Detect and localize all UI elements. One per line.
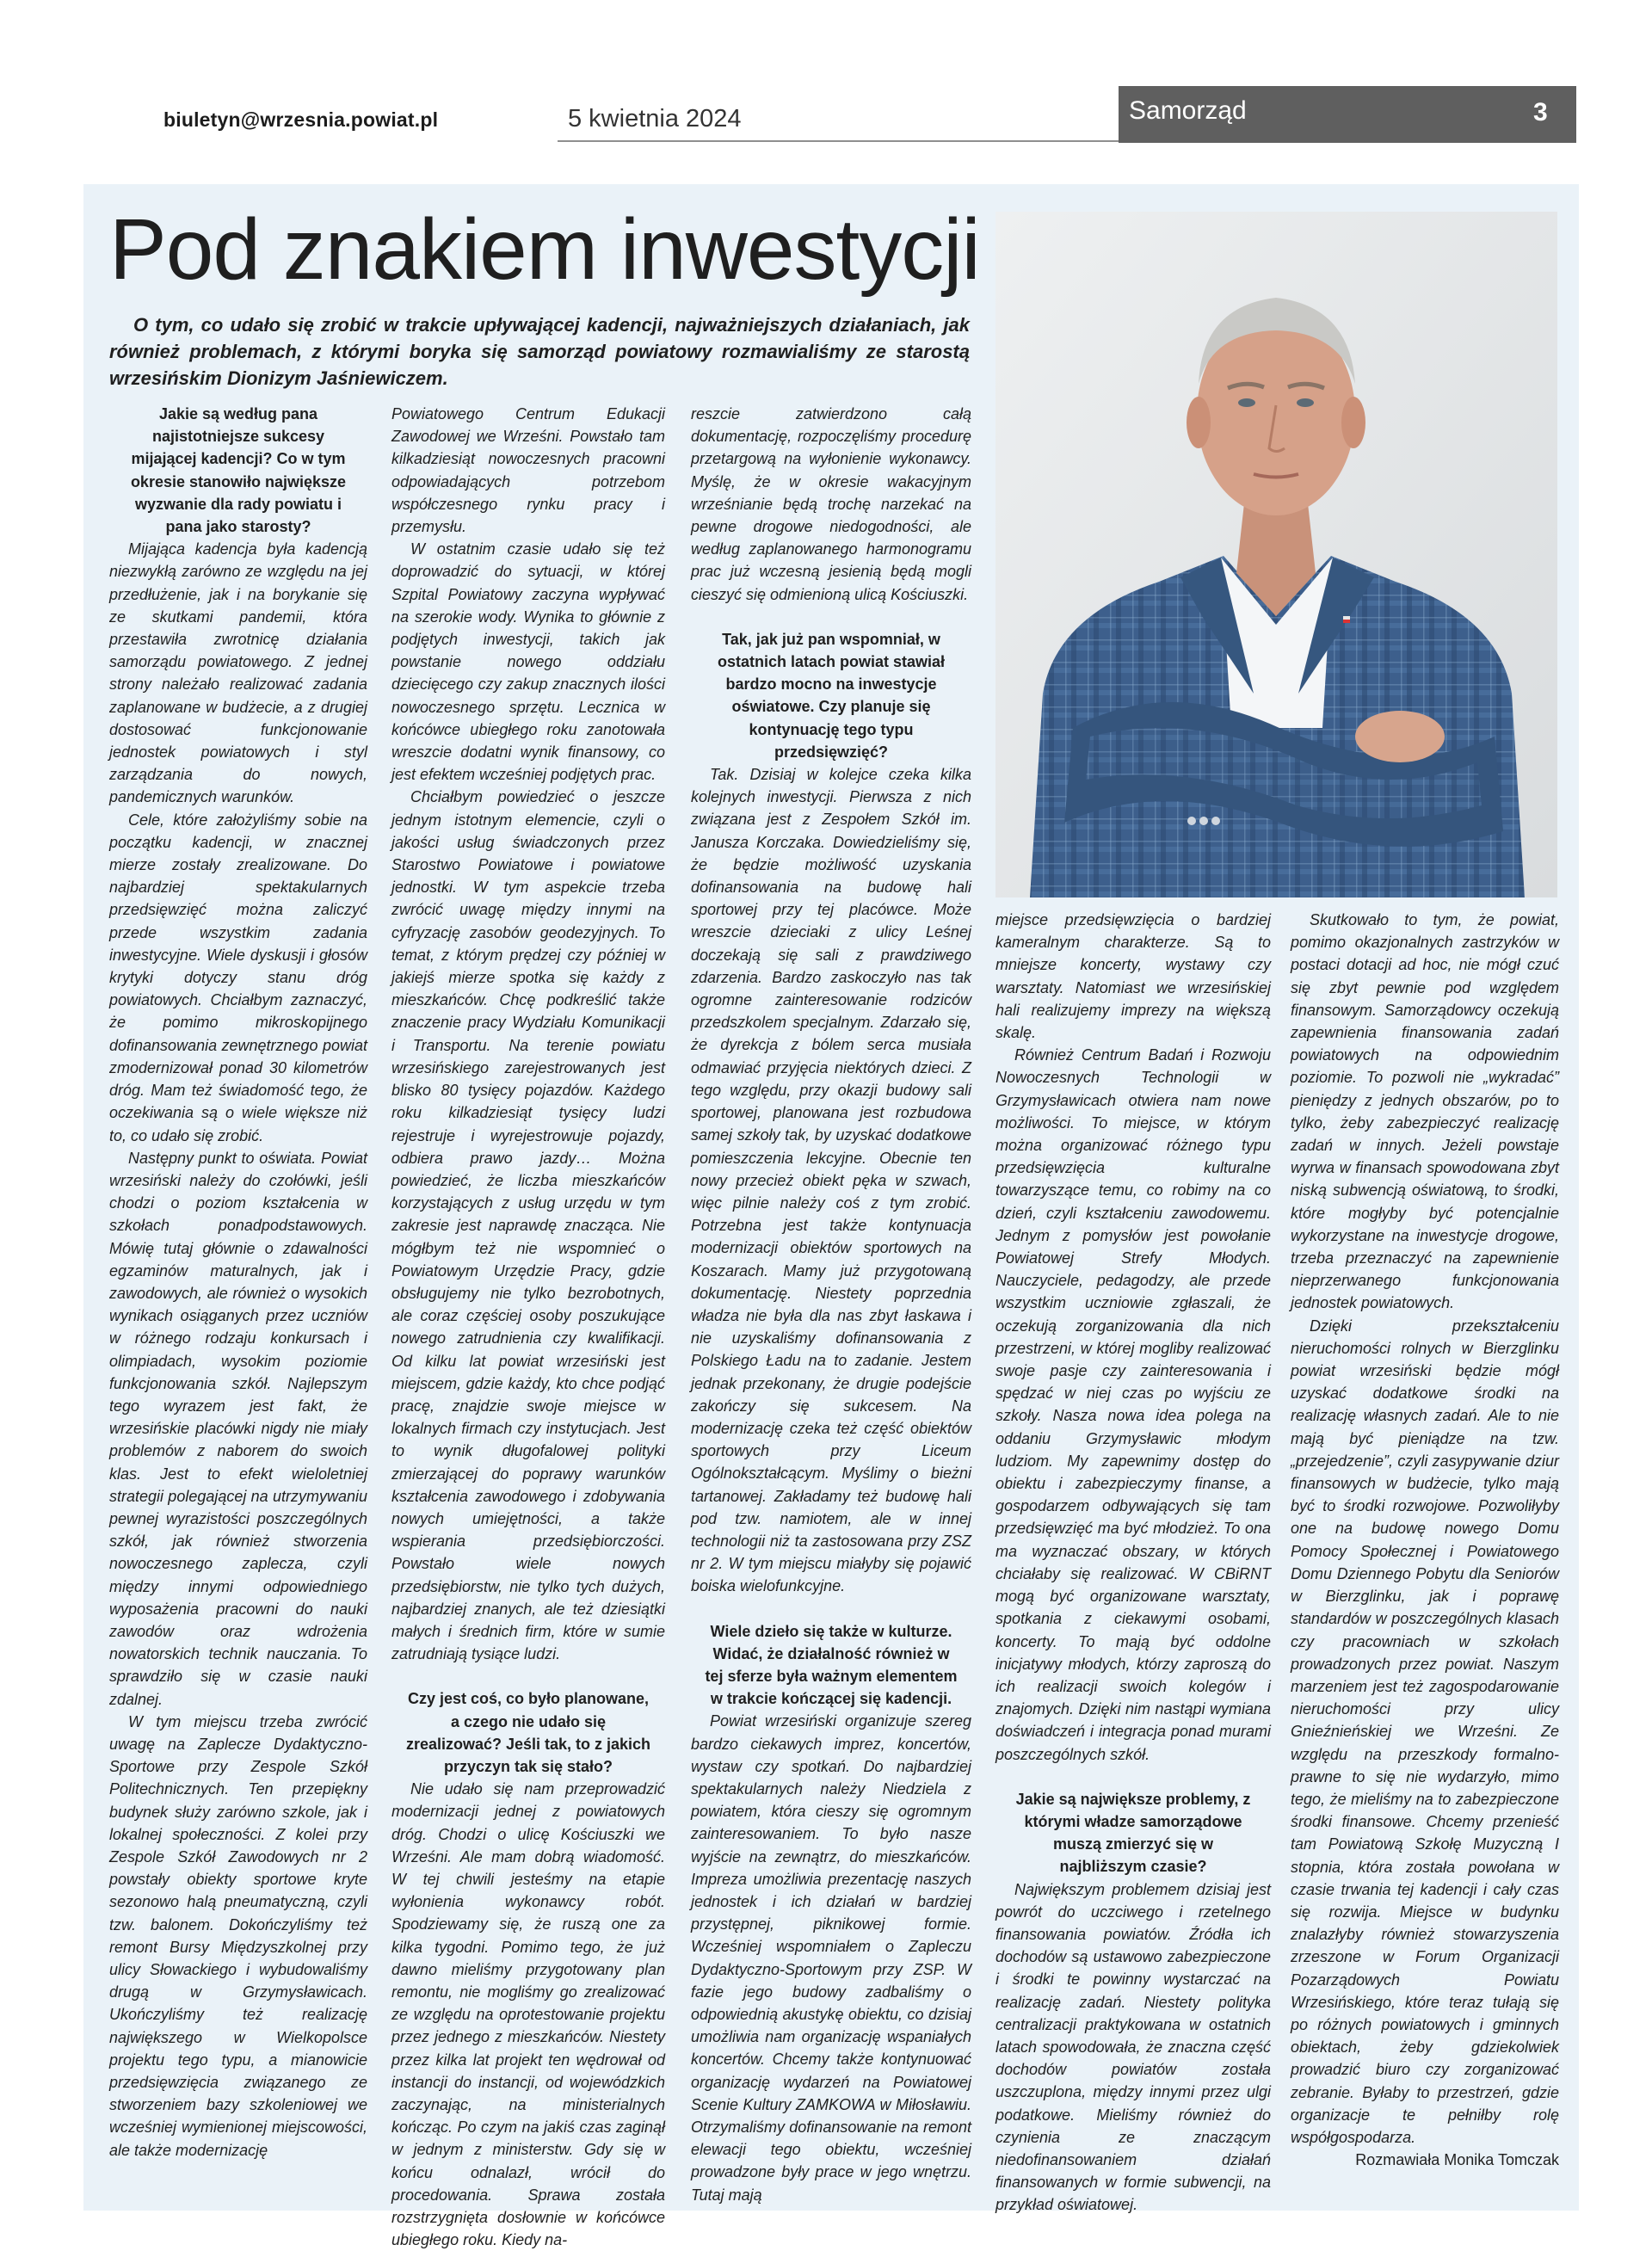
article-column-3 [691, 403, 971, 2204]
interview-answer: Największym problemem dzisiaj jest powrót do uczciwego i rzetelnego finansowania powiatów. Źródła ich dochodów są ustawowo zabezpieczone i środki te powinny wystarczać na realizację zadań. Niestety polityka centralizacji praktykowana w ostatnich latach spowodowała, że znaczna część dochodów powiatów została uszczuplona, między innymi przez ulgi podatkowe. Mieliśmy również do czynienia ze znaczącym niedofinansowaniem działań finansowanych w formie subwencji, na przykład oświatowej. [996, 1880, 1271, 2214]
paragraph-spacer [996, 1766, 1271, 1788]
answer-continuation: miejsce przedsięwzięcia o bardziej kameralnym charakterze. Są to mniejsze koncerty, wystawy czy warsztaty. Natomiast we wrzesińskiej hali realizujemy imprezy na większą skalę. [996, 911, 1271, 1042]
paragraph-spacer [691, 1598, 971, 1620]
interview-answer: W tym miejscu trzeba zwrócić uwagę na Zaplecze Dydaktyczno-Sportowe przy Zespole Szkół Politechnicznych. Ten przepiękny budynek służy zarówno szkole, jak i lokalnej społeczności. Z kolei przy Zespole Szkół Zawodowych nr 2 powstały obiekty sportowe kryte sezonowo halą pneumatyczną, czyli tzw. balonem. Dokończyliśmy też remont Bursy Międzyszkolnej przy ulicy Słowackiego i wybudowaliśmy drugą w Grzymysławicach. Ukończyliśmy też realizację największego w Wielkopolsce projektu tego typu, a mianowicie przedsięwzięcia związanego ze stworzeniem bazy szkoleniowej we wcześniej wymienionej miejscowości, ale także modernizację [109, 1712, 367, 2159]
interview-answer: W ostatnim czasie udało się też doprowadzić do sytuacji, w której Szpital Powiatowy zaczyna wypływać na szerokie wody. Wynika to głównie z podjętych inwestycji, takich jak powstanie nowego oddziału dziecięcego czy zakup znacznych ilości nowoczesnego sprzętu. Lecznica w końcówce ubiegłego roku zanotowała wreszcie dodatni wynik finansowy, co jest efektem wcześniej podjętych prac. [391, 540, 665, 784]
interview-question: Tak, jak już pan wspomniał, w ostatnich latach powiat stawiał bardzo mocno na inwestycje oświatowe. Czy planuje się kontynuację tego typu przedsięwzięć? [717, 630, 946, 761]
page-number: 3 [1533, 98, 1548, 126]
paragraph-spacer [691, 606, 971, 628]
interview-answer: Nie udało się nam przeprowadzić modernizacji jednej z powiatowych dróg. Chodzi o ulicę Kościuszki we Wrześni. Ale mam dobrą wiadomość. W tej chwili jesteśmy na etapie wyłonienia wykonawcy robót. Spodziewamy się, że ruszą one za kilka tygodni. Pomimo tego, że już dawno mieliśmy przygotowany plan remontu, nie mogliśmy go zrealizować ze względu na oprotestowanie projektu przez jednego z mieszkańców. Niestety przez kilka lat projekt ten wędrował od instancji do instancji, od wojewódzkich zaczynając, na ministerialnych kończąc. Po czym na jakiś czas zaginął w jednym z ministerstw. Gdy się w końcu odnalazł, wrócił do procedowania. Sprawa została rozstrzygnięta dosłownie w końcówce ubiegłego roku. Kiedy na- [391, 1780, 665, 2249]
interview-answer: Dzięki przekształceniu nieruchomości rolnych w Bierzglinku powiat wrzesiński będzie mógł uzyskać dodatkowe środki na realizację własnych zadań. Ale to nie mają być pieniądze na tzw. „przejedzenie”, czyli zasypywanie dziur finansowych w budżecie, tylko mają być to środki rozwojowe. Pozwoliłyby one na budowę nowego Domu Pomocy Społecznej i Powiatowego Domu Dziennego Pobytu dla Seniorów w Bierzglinku, jak i poprawę standardów w poszczególnych klasach czy pracowniach w szkołach prowadzonych przez powiat. Naszym marzeniem jest też zagospodarowanie nieruchomości przy ulicy Gnieźnieńskiej we Wrześni. Ze względu na przeszkody formalno-prawne to się nie wydarzyło, mimo tego, że mieliśmy na to zabezpieczone środki finansowe. Chcemy przenieść tam Powiatową Szkołę Muzyczną I stopnia, która została powołana w czasie trwania tej kadencji i cały czas się rozwija. Miejsce w budynku znalazłyby również stowarzyszenia zrzeszone w Forum Organizacji Pozarządowych Powiatu Wrzesińskiego, które teraz tułają się po różnych powiatowych i gminnych obiektach, żeby gdziekolwiek prowadzić biuro czy zorganizować zebranie. Byłaby to przestrzeń, gdzie organizacje te pełniłby rolę współgospodarza. [1291, 1317, 1559, 2146]
interview-answer: Mijająca kadencja była kadencją niezwykłą zarówno ze względu na jej przedłużenie, jak i na borykanie się ze skutkami pandemii, która przestawiła zwrotnicę działania samorządu powiatowego. Z jednej strony należało realizować zadania zaplanowane w budżecie, a z drugiej dostosować funkcjonowanie jednostek powiatowych i styl zarządzania do nowych, pandemicznych warunków. [109, 540, 367, 806]
section-name: Samorząd [1129, 96, 1247, 125]
article-title: Pod znakiem inwestycji [109, 201, 980, 298]
interview-answer: Powiat wrzesiński organizuje szereg bardzo ciekawych imprez, koncertów, wystaw czy spotkań. Do najbardziej spektakularnych należy Niedziela z powiatem, która cieszy się ogromnym zainteresowaniem. To było nasze wyjście na zewnątrz, do mieszkańców. Impreza umożliwia prezentację naszych jednostek i ich działań w bardziej przystępnej, piknikowej formie. Wcześniej wspomniałem o Zapleczu Dydaktyczno-Sportowym przy ZSP. W fazie jego budowy zadbaliśmy o odpowiednią akustykę obiektu, co dzisiaj umożliwia nam organizację wspaniałych koncertów. Chcemy także kontynuować organizację wydarzeń na Powiatowej Scenie Kultury ZAMKOWA w Miłosławiu. Otrzymaliśmy dofinansowanie na remont elewacji tego obiektu, wcześniej prowadzone były prace w jego wnętrzu. Tutaj mają [691, 1712, 971, 2204]
interview-question: Jakie są największe problemy, z którymi władze samorządowe muszą zmierzyć się w najbliższym czasie? [1015, 1790, 1251, 1876]
interview-answer: Skutkowało to tym, że powiat, pomimo okazjonalnych zastrzyków w postaci dotacji ad hoc, nie mógł czuć się zbyt pewnie pod względem finansowym. Samorządowcy oczekują zapewnienia finansowania zadań powiatowych na odpowiednim poziomie. To pozwoli nie „wykradać” pieniędzy z jednych obszarów, po to tylko, żeby zabezpieczyć realizację zadań w innych. Jeżeli powstaje wyrwa w finansach spowodowana zbyt niską subwencją oświatową, to środki, które mogłyby być potencjalnie wykorzystane na inwestycje drogowe, trzeba przeznaczyć na zapewnienie nieprzerwanego funkcjonowania jednostek powiatowych. [1291, 911, 1559, 1312]
article-column-5 [1291, 909, 1559, 2188]
article-lead: O tym, co udało się zrobić w trakcie upływającej kadencji, najważniejszych działaniach, jak również problemach, z którymi boryka się samorząd powiatowy rozmawialiśmy ze starostą wrzesińskim Dionizym Jaśniewiczem. [109, 314, 970, 389]
interview-answer: Następny punkt to oświata. Powiat wrzesiński należy do czołówki, jeśli chodzi o poziom kształcenia w szkołach ponadpodstawowych. Mówię tutaj głównie o zdawalności egzaminów maturalnych, jak i zawodowych, ale również o wysokich wynikach osiąganych przez uczniów w różnego rodzaju konkursach i olimpiadach, wysokim poziomie funkcjonowania szkół. Najlepszym tego wyrazem jest fakt, że wrzesińskie placówki nigdy nie miały problemów z naborem do swoich klas. Jest to efekt wieloletniej strategii polegającej na utrzymywaniu pewnej wyrazistości poszczególnych szkół, jak również stworzenia nowoczesnego zaplecza, czyli między innymi odpowiedniego wyposażenia pracowni do nauki zawodów oraz wdrożenia nowatorskich technik nauczania. To sprawdziło się w czasie nauki zdalnej. [109, 1149, 367, 1708]
portrait-illustration [996, 212, 1557, 897]
interview-answer: Tak. Dzisiaj w kolejce czeka kilka kolejnych inwestycji. Pierwsza z nich związana jest z Zespołem Szkół im. Janusza Korczaka. Dowiedzieliśmy się, że będzie możliwość uzyskania dofinansowania na budowę hali sportowej przy tej placówce. Może wreszcie dzieciaki z ulicy Leśnej doczekają się sali z prawdziwego zdarzenia. Bardzo zaskoczyło nas tak ogromne zainteresowanie rodziców przedszkolem specjalnym. Zdarzało się, że dyrekcja z bólem serca musiała odmawiać przyjęcia niektórych dzieci. Z tego względu, przy okazji budowy sali sportowej, planowana jest rozbudowa samej szkoły tak, by uzyskać dodatkowe pomieszczenia lekcyjne. Obecnie ten nowy przecież obiekt pęka w szwach, więc pilnie należy coś z tym zrobić. Potrzebna jest także kontynuacja modernizacji obiektów sportowych na Koszarach. Mamy już przygotowaną dokumentację. Niestety poprzednia władza nie była dla nas zbyt łaskawa i nie uzyskaliśmy dofinansowania z Polskiego Ładu na to zadanie. Jestem jednak przekonany, że drugie podejście zakończy się sukcesem. Na modernizację czeka też część obiektów sportowych przy Liceum Ogólnokształcącym. Myślimy o bieżni tartanowej. Zakładamy też budowę hali pod tzw. namiotem, ale w innej technologii niż ta zastosowana przy ZSZ nr 2. W tym miejscu miałyby się pojawić boiska wielofunkcyjne. [691, 766, 971, 1595]
interview-answer: Chciałbym powiedzieć o jeszcze jednym istotnym elemencie, czyli o jakości usług świadczonych przez Starostwo Powiatowe i powiatowe jednostki. W tym aspekcie trzeba zwrócić uwagę między innymi na cyfryzację zasobów geodezyjnych. To temat, z którym prędzej czy później w jakiejś mierze spotka się każdy z mieszkańców. Chcę podkreślić także znaczenie pracy Wydziału Komunikacji i Transportu. Na terenie powiatu wrzesińskiego zarejestrowanych jest blisko 80 tysięcy pojazdów. Każdego roku kilkadziesiąt tysięcy ludzi rejestruje i wyrejestrowuje pojazdy, odbiera prawo jazdy… Można powiedzieć, że liczba mieszkańców korzystających z usług urzędu w tym zakresie jest naprawdę znacząca. Nie mógłbym też nie wspomnieć o Powiatowym Urzędzie Pracy, gdzie obsługujemy nie tylko bezrobotnych, ale coraz częściej osoby poszukujące nowego zatrudnienia czy kwalifikacji. Od kilku lat powiat wrzesiński jest miejscem, gdzie każdy, kto chce podjąć pracę, znajdzie swoje miejsce w lokalnych firmach czy instytucjach. Jest to wynik długofalowej polityki zmierzającej do poprawy warunków kształcenia zawodowego i zdobywania nowych umiejętności, a także wspierania przedsiębiorczości. Powstało wiele nowych przedsiębiorstw, nie tylko tych dużych, najbardziej znanych, ale też dziesiątki małych i średnich firm, które w sumie zatrudniają tysiące ludzi. [391, 788, 665, 1663]
paragraph-spacer [391, 1665, 665, 1687]
answer-continuation: Powiatowego Centrum Edukacji Zawodowej we Wrześni. Powstało tam kilkadziesiąt nowoczesnych pracowni odpowiadających potrzebom współczesnego rynku pracy i przemysłu. [391, 405, 665, 536]
article-column-1 [109, 403, 367, 2188]
portrait-photo [996, 212, 1557, 897]
interview-question: Czy jest coś, co było planowane, a czego nie udało się zrealizować? Jeśli tak, to z jakich przyczyn tak się stało? [405, 1690, 651, 1775]
article-column-4 [996, 909, 1271, 2214]
author-signature: Rozmawiała Monika Tomczak [1355, 2151, 1559, 2169]
interview-question: Jakie są według pana najistotniejsze sukcesy mijającej kadencji? Co w tym okresie stanowiło największe wyzwanie dla rady powiatu i pana jako starosty? [130, 405, 347, 536]
issue-date: 5 kwietnia 2024 [568, 105, 742, 133]
header-email[interactable]: biuletyn@wrzesnia.powiat.pl [163, 108, 439, 131]
answer-continuation: reszcie zatwierdzono całą dokumentację, rozpoczęliśmy procedurę przetargową na wyłonienie wykonawcy. Myślę, że w okresie wakacyjnym wrześnianie będą trochę narzekać na pewne drogowe niedogodności, ale według zaplanowanego harmonogramu prac już wczesną jesienią będą mogli cieszyć się odmienioną ulicą Kościuszki. [691, 405, 971, 603]
article-column-2 [391, 403, 665, 2249]
interview-answer: Cele, które założyliśmy sobie na początku kadencji, w znacznej mierze zostały zrealizowane. Do najbardziej spektakularnych przedsięwzięć można zaliczyć przede wszystkim zadania inwestycyjne. Wiele dyskusji i głosów krytyki dotyczy stanu dróg powiatowych. Chciałbym zaznaczyć, że pomimo mikroskopijnego dofinansowania zewnętrznego powiat zmodernizował ponad 30 kilometrów dróg. Mam też świadomość tego, że oczekiwania są o wiele większe niż to, co udało się zrobić. [109, 811, 367, 1144]
interview-answer: Również Centrum Badań i Rozwoju Nowoczesnych Technologii w Grzymysławicach otwiera nam nowe możliwości. To miejsce, w którym można organizować różnego typu przedsięwzięcia kulturalne towarzyszące temu, co robimy na co dzień, czyli kształceniu zawodowemu. Jednym z pomysłów jest powołanie Powiatowej Strefy Młodych. Nauczyciele, pedagodzy, ale przede wszystkim uczniowie zgłaszali, że oczekują zorganizowania dla nich przestrzeni, w której mogliby realizować swoje pasje czy zainteresowania i spędzać w niej czas po wyjściu ze szkoły. Nasza nowa idea polega na oddaniu Grzymysławic młodym ludziom. My zapewnimy dostęp do obiektu i zabezpieczymy finanse, a gospodarzem odbywających się tam przedsięwzięć ma być młodzież. To ona ma wyznaczać obszary, w których chciałaby się realizować. W CBiRNT mogą być organizowane warsztaty, spotkania z ciekawymi osobami, koncerty. To mają być oddolne inicjatywy młodych, którzy zaproszą do ich realizacji swoich kolegów i znajomych. Dzięki nim nastąpi wymiana doświadczeń i integracja ponad murami poszczególnych szkół. [996, 1046, 1271, 1763]
header-divider [558, 140, 1125, 142]
interview-question: Wiele dzieło się także w kulturze. Widać, że działalność również w tej sferze była ważnym elementem w trakcie kończącej się kadencji. [705, 1622, 958, 1708]
